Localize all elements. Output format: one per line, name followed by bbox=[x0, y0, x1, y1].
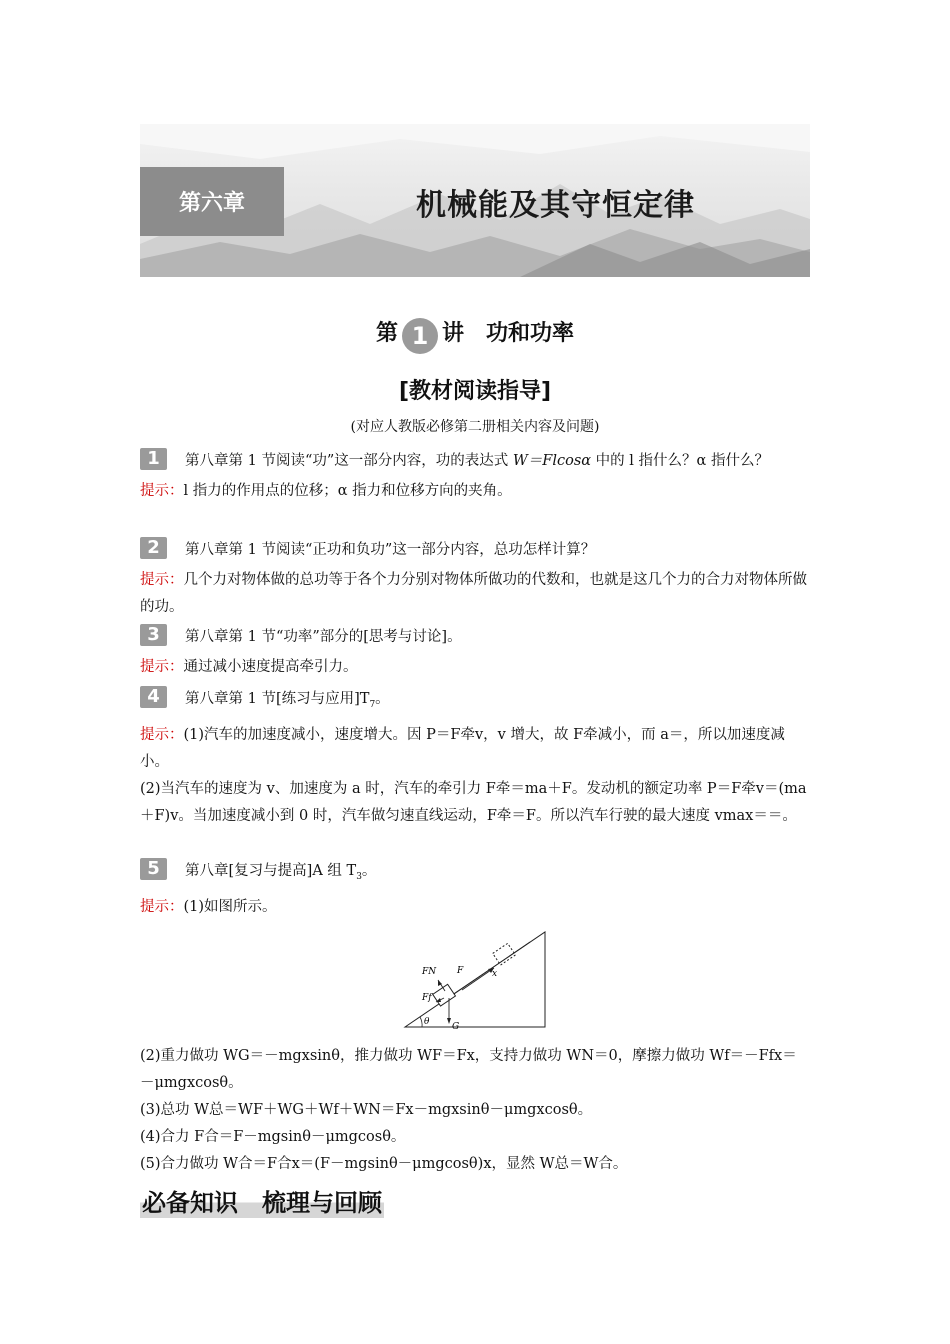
question-text: 第八章第 1 节“功率”部分的[思考与讨论]。 bbox=[185, 629, 462, 645]
lecture-prefix: 第 bbox=[375, 321, 398, 346]
hint-2 bbox=[140, 567, 810, 621]
hint-text: (1)汽车的加速度减小，速度增大。因 P＝F牵v，v 增大，故 F牵减小，而 a＝，所以加速度减小。 bbox=[140, 726, 785, 770]
friction-force-label: Ff bbox=[422, 993, 432, 1003]
reading-item-1 bbox=[140, 448, 810, 505]
hint-text: (1)如图所示。 bbox=[183, 898, 277, 915]
hint-label: 提示： bbox=[140, 483, 184, 499]
hint-3 bbox=[140, 654, 810, 681]
answer-2: (2)重力做功 WG＝－mgxsinθ，推力做功 WF＝Fx，支持力做功 WN＝0，摩擦力做功 Wf＝－Ffx＝－μmgxcosθ。 bbox=[140, 1048, 797, 1091]
question-4 bbox=[140, 686, 810, 719]
question-text: 。 bbox=[375, 691, 390, 707]
lecture-number-badge: 1 bbox=[402, 318, 438, 354]
reading-item-5 bbox=[140, 858, 810, 921]
question-5 bbox=[140, 858, 810, 891]
answer-3: (3)总功 W总＝WF＋WG＋Wf＋WN＝Fx－mgxsinθ－μmgxcosθ。 bbox=[140, 1102, 593, 1118]
hint-text: l 指力的作用点的位移；α 指力和位移方向的夹角。 bbox=[183, 483, 512, 499]
reading-item-3 bbox=[140, 624, 810, 681]
normal-force-label: FN bbox=[422, 967, 437, 977]
question-text: 第八章第 1 节[练习与应用]T bbox=[185, 691, 370, 707]
hint-text: 几个力对物体做的总功等于各个力分别对物体所做功的代数和，也就是这几个力的合力对物体所做的功。 bbox=[140, 572, 807, 615]
item-number-badge: 5 bbox=[140, 858, 167, 880]
answer-5: (5)合力做功 W合＝F合x＝(F－mgsinθ－μmgcosθ)x，显然 W总＝W合。 bbox=[140, 1156, 628, 1172]
hint-text: 通过减小速度提高牵引力。 bbox=[183, 659, 358, 675]
item-number-badge: 1 bbox=[140, 448, 167, 470]
hint-label: 提示： bbox=[140, 898, 184, 915]
answer-block bbox=[140, 1043, 810, 1178]
inclined-plane-figure bbox=[400, 928, 550, 1036]
question-text: 。 bbox=[361, 863, 377, 879]
reading-item-2 bbox=[140, 537, 810, 621]
section-subtitle: [教材阅读指导] bbox=[398, 379, 552, 404]
question-subscript: 3 bbox=[356, 871, 362, 882]
chapter-title: 机械能及其守恒定律 bbox=[416, 188, 695, 223]
question-text: 第八章[复习与提高]A 组 T bbox=[185, 863, 357, 879]
reading-item-4 bbox=[140, 686, 810, 830]
reference-note: (对应人教版必修第二册相关内容及问题) bbox=[350, 419, 600, 435]
chapter-banner bbox=[140, 124, 810, 277]
angle-theta-label: θ bbox=[424, 1017, 430, 1027]
question-1 bbox=[140, 448, 810, 475]
lecture-title bbox=[0, 316, 950, 354]
hint-label: 提示： bbox=[140, 659, 184, 675]
question-text: 中的 l 指什么？α 指什么？ bbox=[591, 453, 769, 469]
item-number-badge: 4 bbox=[140, 686, 167, 708]
hint-4-part-2: (2)当汽车的速度为 v、加速度为 a 时，汽车的牵引力 F牵＝ma＋F。发动机的额定功率 P＝F牵v＝(ma＋F)v。当加速度减小到 0 时，汽车做匀速直线运动，F牵＝F。所以汽车行驶的最大速度 vmax＝＝。 bbox=[140, 780, 807, 824]
hint-label: 提示： bbox=[140, 572, 184, 588]
push-force-label: F bbox=[457, 966, 464, 976]
question-3 bbox=[140, 624, 810, 651]
item-number-badge: 2 bbox=[140, 537, 167, 559]
question-text: 第八章第 1 节阅读“正功和负功”这一部分内容，总功怎样计算？ bbox=[185, 542, 596, 558]
question-2 bbox=[140, 537, 810, 564]
answer-4: (4)合力 F合＝F－mgsinθ－μmgcosθ。 bbox=[140, 1129, 406, 1145]
chapter-number-box: 第六章 bbox=[140, 167, 284, 236]
lecture-suffix: 讲 功和功率 bbox=[442, 321, 575, 346]
hint-4 bbox=[140, 722, 810, 776]
section-heading: 必备知识 梳理与回顾 bbox=[140, 1183, 384, 1218]
work-formula: W＝Flcosα bbox=[512, 453, 592, 469]
hint-5 bbox=[140, 894, 810, 921]
question-text: 第八章第 1 节阅读“功”这一部分内容，功的表达式 bbox=[185, 453, 513, 469]
displacement-label: x bbox=[492, 969, 498, 979]
hint-1 bbox=[140, 478, 810, 505]
hint-label: 提示： bbox=[140, 726, 184, 743]
item-number-badge: 3 bbox=[140, 624, 167, 646]
inclined-plane-diagram bbox=[400, 928, 550, 1032]
gravity-label: G bbox=[452, 1022, 460, 1032]
question-subscript: 7 bbox=[369, 699, 376, 710]
